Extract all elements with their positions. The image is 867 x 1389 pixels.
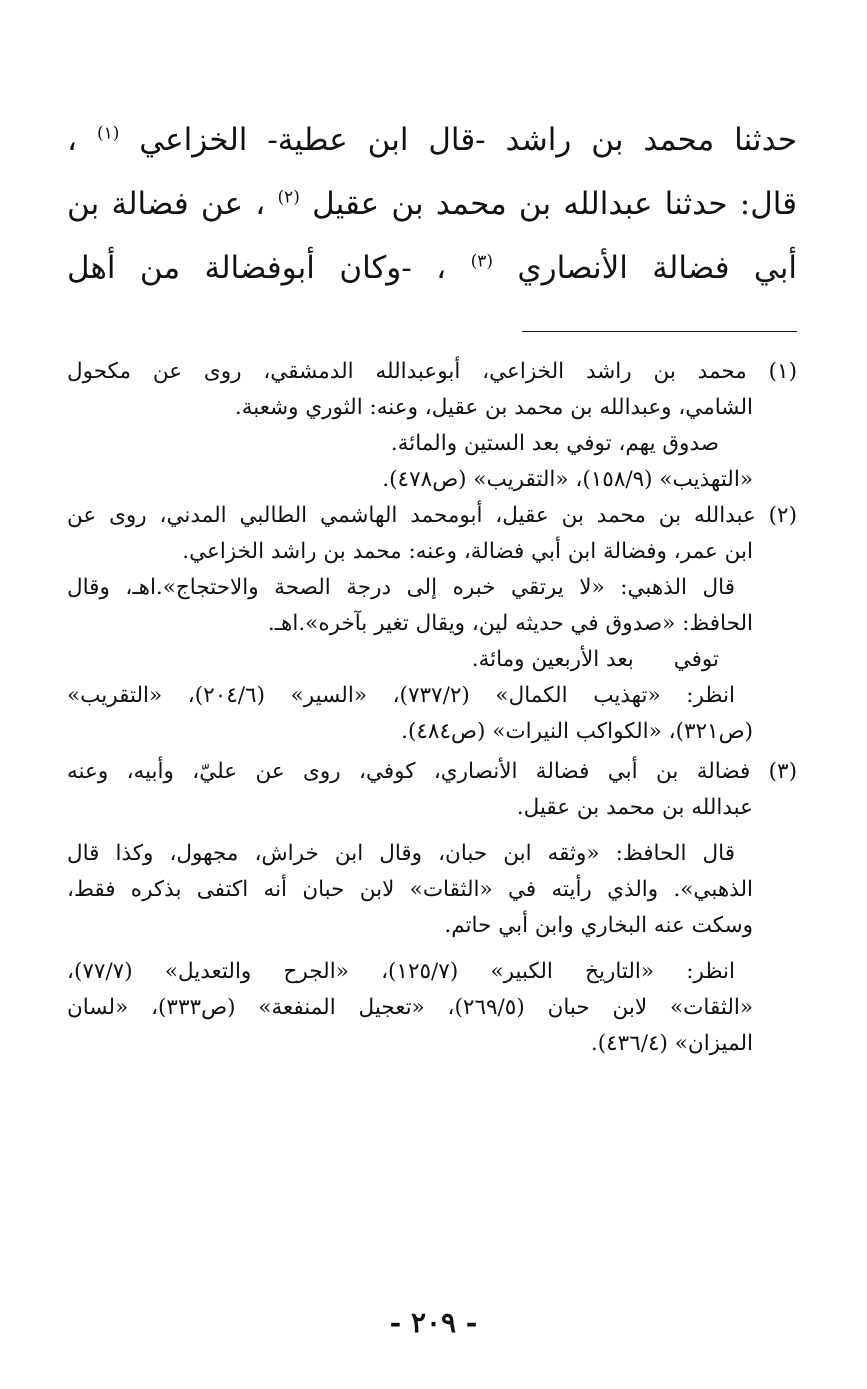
footnote-2-line-5 [67,642,797,678]
main-line-3-text-b: ، -وكان أبوفضالة من أهل [67,250,447,286]
footnotes [67,354,797,1062]
footnote-1-line-4: «التهذيب» (١٥٨/٩)، «التقريب» (ص٤٧٨). [382,467,753,492]
footnote-1-line-2: الشامي، وعبدالله بن محمد بن عقيل، وعنه: الثوري وشعبة. [234,395,753,420]
footnote-1 [67,354,797,498]
footnote-ref-3: (٣) [470,251,493,272]
main-line-2 [67,172,797,236]
footnote-2-line-6: انظر: «تهذيب الكمال» (٧٣٧/٢)، «السير» (٢٠٤/٦)، «التقريب» [67,683,735,708]
main-line-1-text: حدثنا محمد بن راشد -قال ابن عطية- الخزاعي [139,122,797,158]
footnote-2-line-7: (ص٣٢١)، «الكواكب النيرات» (ص٤٨٤). [401,719,753,744]
footnote-1-line-1: (١) محمد بن راشد الخزاعي، أبوعبدالله الدمشقي، روى عن مكحول [67,359,797,384]
footnote-2-line-5-b: بعد الأربعين ومائة. [471,647,634,672]
footnote-2-line-5-a: توفي [673,647,719,672]
page-number: - ٢٠٩ - [389,1306,478,1339]
footnote-2-line-2: ابن عمر، وفضالة ابن أبي فضالة، وعنه: محمد بن راشد الخزاعي. [182,539,753,564]
footnote-3-line-7: «الثقات» لابن حبان (٢٦٩/٥)، «تعجيل المنفعة» (ص٣٣٣)، «لسان [67,995,754,1020]
main-line-1-end: ، [67,122,78,158]
footnote-3-line-3: قال الحافظ: «وثقه ابن حبان، وقال ابن خراش، مجهول، وكذا قال [67,841,735,866]
footnote-3-line-6: انظر: «التاريخ الكبير» (١٢٥/٧)، «الجرح والتعديل» (٧٧/٧)، [67,959,735,984]
footnote-3-line-5: وسكت عنه البخاري وابن أبي حاتم. [444,913,753,938]
main-line-1 [67,108,797,172]
footnote-3-line-4: الذهبي». والذي رأيته في «الثقات» لابن حبان أنه اكتفى بذكره فقط، [67,877,753,902]
footnote-2-line-4: الحافظ: «صدوق في حديثه لين، ويقال تغير بآخره».اهـ. [267,611,753,636]
main-line-3 [67,236,797,300]
footnote-3-line-2: عبدالله بن محمد بن عقيل. [516,795,753,820]
footnote-3-line-8: الميزان» (٤٣٦/٤). [590,1031,753,1056]
footnote-3 [67,754,797,1062]
footnote-divider [522,331,797,332]
main-line-2-text-b: ، عن فضالة بن [67,186,266,222]
main-line-3-text-a: أبي فضالة الأنصاري [517,250,797,286]
footnote-1-line-3: صدوق يهم، توفي بعد الستين والمائة. [390,431,719,456]
footnote-ref-2: (٢) [277,187,300,208]
footnote-2-line-1: (٢) عبدالله بن محمد بن عقيل، أبومحمد الهاشمي الطالبي المدني، روى عن [67,503,797,528]
footnote-ref-1: (١) [96,123,120,144]
main-text [67,108,797,300]
footnote-2 [67,498,797,750]
main-line-2-text-a: قال: حدثنا عبدالله بن محمد بن عقيل [312,186,797,222]
footnote-3-line-1: (٣) فضالة بن أبي فضالة الأنصاري، كوفي، روى عن عليّ، وأبيه، وعنه [67,759,797,784]
footnote-2-line-3: قال الذهبي: «لا يرتقي خبره إلى درجة الصحة والاحتجاج».اهـ، وقال [67,575,735,600]
